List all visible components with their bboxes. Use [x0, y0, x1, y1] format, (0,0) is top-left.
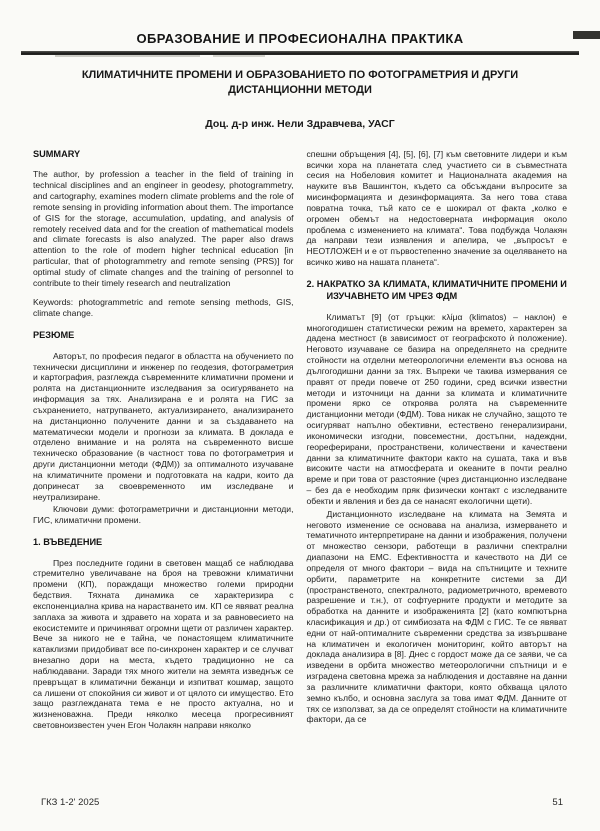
footer-journal-issue: ГКЗ 1-2' 2025: [41, 797, 100, 808]
section-1-heading: 1. ВЪВЕДЕНИЕ: [33, 536, 103, 547]
continuation-paragraph: спешни обръщения [4], [5], [6], [7] към световните лидери и към всички хора на планетата след участието си в съвместната сесия на Нобеловия комитет и Националната академия на науките във Вашингтон, където са обсъждани въпросите за мисинформацията и дезинформацията. За него това става повратна точка, тъй като се е шокирал от факта „колко е огромен обемът на недостоверната информация около проблема с изменението на климата“. Това подбужда Чолакян да направи тези изявления и апелира, че „въпросът е НЕОТЛОЖЕН и е от първостепенно значение за оцеляването на всичко живо на нашата планета“.: [306, 148, 567, 268]
resume-heading: РЕЗЮМЕ: [33, 330, 75, 341]
article-title: КЛИМАТИЧНИТЕ ПРОМЕНИ И ОБРАЗОВАНИЕТО ПО ФОТОГРАМЕТРИЯ И ДРУГИ ДИСТАНЦИОННИ МЕТОДИ: [81, 69, 519, 97]
summary-heading: SUMMARY: [33, 148, 81, 159]
resume-keywords-paragraph: Ключови думи: фотограметрични и дистанционни методи, ГИС, климатични промени.: [33, 504, 294, 526]
summary-paragraph: The author, by profession a teacher in the field of training in technical disciplines and an engineer in geodesy, photogrammetry, and cartography, examines modern climate problems and the role of remote sensing in providing information about them. The importance of GIS for the storage, accumulation, updating, and analysis of remotely received data and for the creation of mathematical models and climate forecasts is also analyzed. The paper also draws attention to the role of modern higher technical education [in particular, that of photogrammetry and remote sensing (PRS)] for optimal study of climate changes and the training of personnel to contribute to their timely research and neutralization: [33, 169, 294, 288]
author-line: Доц. д-р инж. Нели Здравчева, УАСГ: [205, 117, 395, 130]
scan-bleed-mark: [213, 55, 265, 57]
section-2-paragraph-1: Климатът [9] (от гръцки: κλίμα (klimatos) – наклон) е многогодишен статистически режим на времето, характерен за дадена местност (в зависимост от географското ѝ положение). Неговото изучаване се базира на определянето на средните стойности на отделни метеорологични елементи въз основа на дългогодишни данни за тях. Въпреки че такива измервания се правят от преди повече от 250 години, сред всички известни методи и източници на данни за климата и климатичните промени ярко се откроява ролята на съвременните дистанционни методи (ФДМ). Това никак не случайно, защото те осигуряват напълно обективни, естествено генерализирани, икономически изгодни, повсеместни, достъпни, надеждни, геореферирани, пространствени, количествени и качествени данни за климатичните фактори както на сушата, така и във високите части на атмосферата и океаните в почти реално време и при това от разстояние (чрез дистанционно изследване – без да е необходим пряк физически контакт с изследваните обекти и явления и без да се нанасят екологични щети).: [306, 311, 567, 506]
resume-paragraph: Авторът, по професия педагог в областта на обучението по технически дисциплини и инженер по геодезия, фотограметрия и картография, разглежда съвременните климатични промени и ролята на дистанционните изследвания за осигуряването на информация за тях. Анализирана е и ролята на ГИС за съхранението, натрупването, актуализирането, анализирането на дистанционно получените данни и за създаването на математически модели и прогнози за климата. В доклада е отделено внимание и на ролята на съвременното висше техническо образование (в частност това по фотограметрия и други дистанционни методи (ФДМ)) за оптималното изучаване на климатичните промени и подготовката на кадри, които да допринесат за своевременното им изследване и неутрализиране.: [33, 350, 294, 502]
scan-bleed-mark: [55, 55, 200, 57]
left-column: [33, 149, 294, 757]
section-1-paragraph: През последните години в световен мащаб се наблюдава стремително увеличаване на броя на тревожни климатични промени (КП), пораждащи множество големи природни бедствия. Тяхната динамика се характеризира с експоненциална крива на нарастването им. КП се явяват реална заплаха за живота и здравето на хората и за равновесието на екосистемите и причиняват огромни щети от различен характер. Вече за никого не е тайна, че понастоящем климатичните катаклизми придобиват все по-синхронен характер и се случват внезапно дори на места, където традиционно не са наблюдавани. Заради тях много жители на земята изведнъж се превръщат в климатични бежанци и изпитват кошмар, защото са лишени от спокойния си живот и от цялото си имущество. Ето защо разглежданата тема е не просто актуална, но и жизненоважна. Преди няколко месеца прогресивният световноизвестен учен Егон Чолакян направи няколко: [33, 557, 294, 730]
two-column-body: [33, 149, 567, 757]
header-divider-rule: [21, 51, 579, 55]
summary-keywords-paragraph: Keywords: photogrammetric and remote sensing methods, GIS, climate change.: [33, 297, 294, 319]
section-2-heading: 2. НАКРАТКО ЗА КЛИМАТА, КЛИМАТИЧНИТЕ ПРОМЕНИ И ИЗУЧАВНЕТО ИМ ЧРЕЗ ФДМ: [306, 278, 567, 301]
scan-artifact-top-right: [573, 31, 600, 39]
footer-page-number: 51: [552, 797, 563, 808]
journal-section-header: ОБРАЗОВАНИЕ И ПРОФЕСИОНАЛНА ПРАКТИКА: [136, 31, 464, 46]
section-2-paragraph-2: Дистанционното изследване на климата на Земята и неговото изменение се основава на анализа, измерването и тематичното интерпретиране на данни и изображения, получени от множество сензори, работещи в различни спектрални диапазони на ЕМС. Ефективността и качеството на ДИ се определя от много фактори – вида на спътниците и техните орбити, параметрите на конкретните системи за ДИ (пространственото, спектралното, радиометричното, времевото разрешение и т.н.), от софтуерните продукти и методите за обработка на данните и изображенията [2] (като компютърна класификация и др.) от симбиозата на ФДМ с ГИС. Те се явяват едни от най-оптималните съвременни средства за извършване на климатичен и екологичен мониторинг, който авторът на доклада анализира в [8]. Днес с гордост може да се заяви, че са изведени в орбита множество метеорологични спътници и е изградена световна мрежа за наблюдения и доставяне на данни за различните климатични фактори, която обхваща цялото земно кълбо, и основна заслуга за това имат ФДМ. Данните от тях се използват, за да се определят стойности на климатичните фактори, да се: [306, 508, 567, 725]
right-column: [307, 149, 568, 757]
